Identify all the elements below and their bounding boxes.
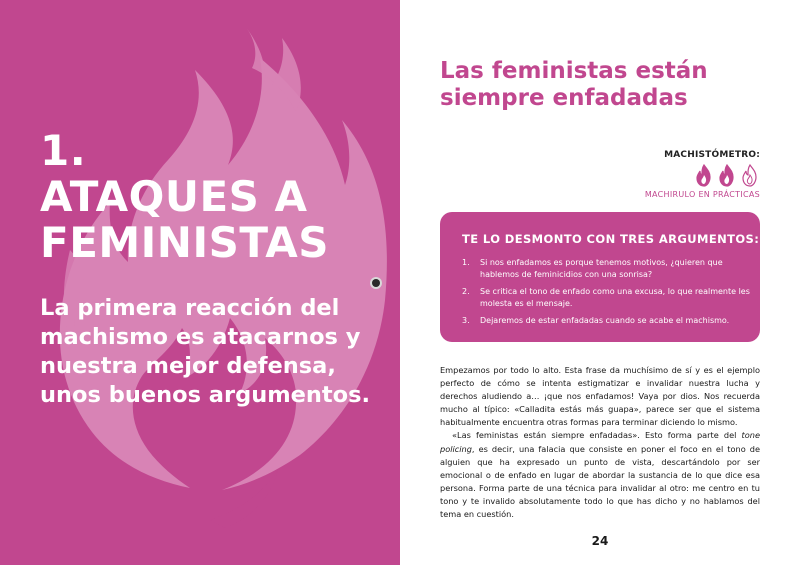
machistometro-level: MACHIRULO EN PRÁCTICAS — [644, 190, 760, 199]
flame-filled-icon — [694, 164, 714, 188]
arguments-title: TE LO DESMONTO CON TRES ARGUMENTOS: — [462, 232, 760, 246]
chapter-title-line-1: ATAQUES A — [40, 172, 308, 221]
flame-filled-icon — [717, 164, 737, 188]
chapter-number: 1. — [40, 126, 87, 175]
argument-text: Si nos enfadamos es porque tenemos motivos, ¿quieren que hablemos de feminicidios con una sonrisa? — [480, 258, 723, 279]
argument-item — [462, 257, 752, 281]
page-marker[interactable] — [372, 279, 380, 287]
argument-item — [462, 286, 752, 310]
argument-number: 1. — [462, 258, 470, 267]
argument-item — [462, 315, 752, 327]
chapter-title — [40, 128, 329, 266]
body-paragraph-2-rest: , es decir, una falacia que consiste en poner el foco en el tono de alguien que ha expresado un punto de vista, descartándolo por ser emocional o de enfado en lugar de abordar la sustancia de lo que dice esa persona. Forma parte de una técnica para invalidar al otro: me centro en tu tono y te invalido absolutamente todo lo que has dicho y no hablamos del tema en cuestión. — [440, 443, 760, 520]
arguments-list — [462, 257, 752, 332]
argument-text: Se critica el tono de enfado como una excusa, lo que realmente les molesta es el mensaje. — [480, 287, 750, 308]
machistometro-rating — [645, 164, 760, 188]
section-title — [440, 58, 708, 112]
section-title-line-2: siempre enfadadas — [440, 85, 688, 111]
chapter-subtitle: La primera reacción del machismo es atacarnos y nuestra mejor defensa, unos buenos argumentos. — [40, 295, 371, 408]
section-title-line-1: Las feministas están — [440, 58, 708, 84]
right-page — [400, 0, 800, 565]
body-paragraph-2-start: «Las feministas están siempre enfadadas». Esto forma parte del — [452, 430, 742, 441]
tone-policing-term: tone policing — [440, 430, 760, 454]
page-number: 24 — [591, 534, 609, 548]
machistometro — [645, 150, 760, 199]
chapter-title-line-2: FEMINISTAS — [40, 218, 329, 267]
machistometro-label: MACHISTÓMETRO: — [664, 150, 760, 160]
arguments-box — [440, 212, 760, 342]
body-paragraph-2 — [440, 429, 760, 521]
flame-empty-icon — [740, 164, 760, 188]
body-paragraph-1: Empezamos por todo lo alto. Esta frase da muchísimo de sí y es el ejemplo perfecto de cómo se intenta estigmatizar e invalidar nuestra lucha y derechos aludiendo a… ¡que nos enfadamos! Vaya por dios. Nos recuerda mucho al típico: «Calladita estás más guapa», parece ser que el sistema habitualmente encuentra otras formas para terminar diciendo lo mismo. — [440, 365, 760, 428]
argument-number: 2. — [462, 287, 470, 296]
body-text — [440, 364, 760, 521]
argument-text: Dejaremos de estar enfadadas cuando se acabe el machismo. — [480, 316, 730, 325]
argument-number: 3. — [462, 316, 470, 325]
